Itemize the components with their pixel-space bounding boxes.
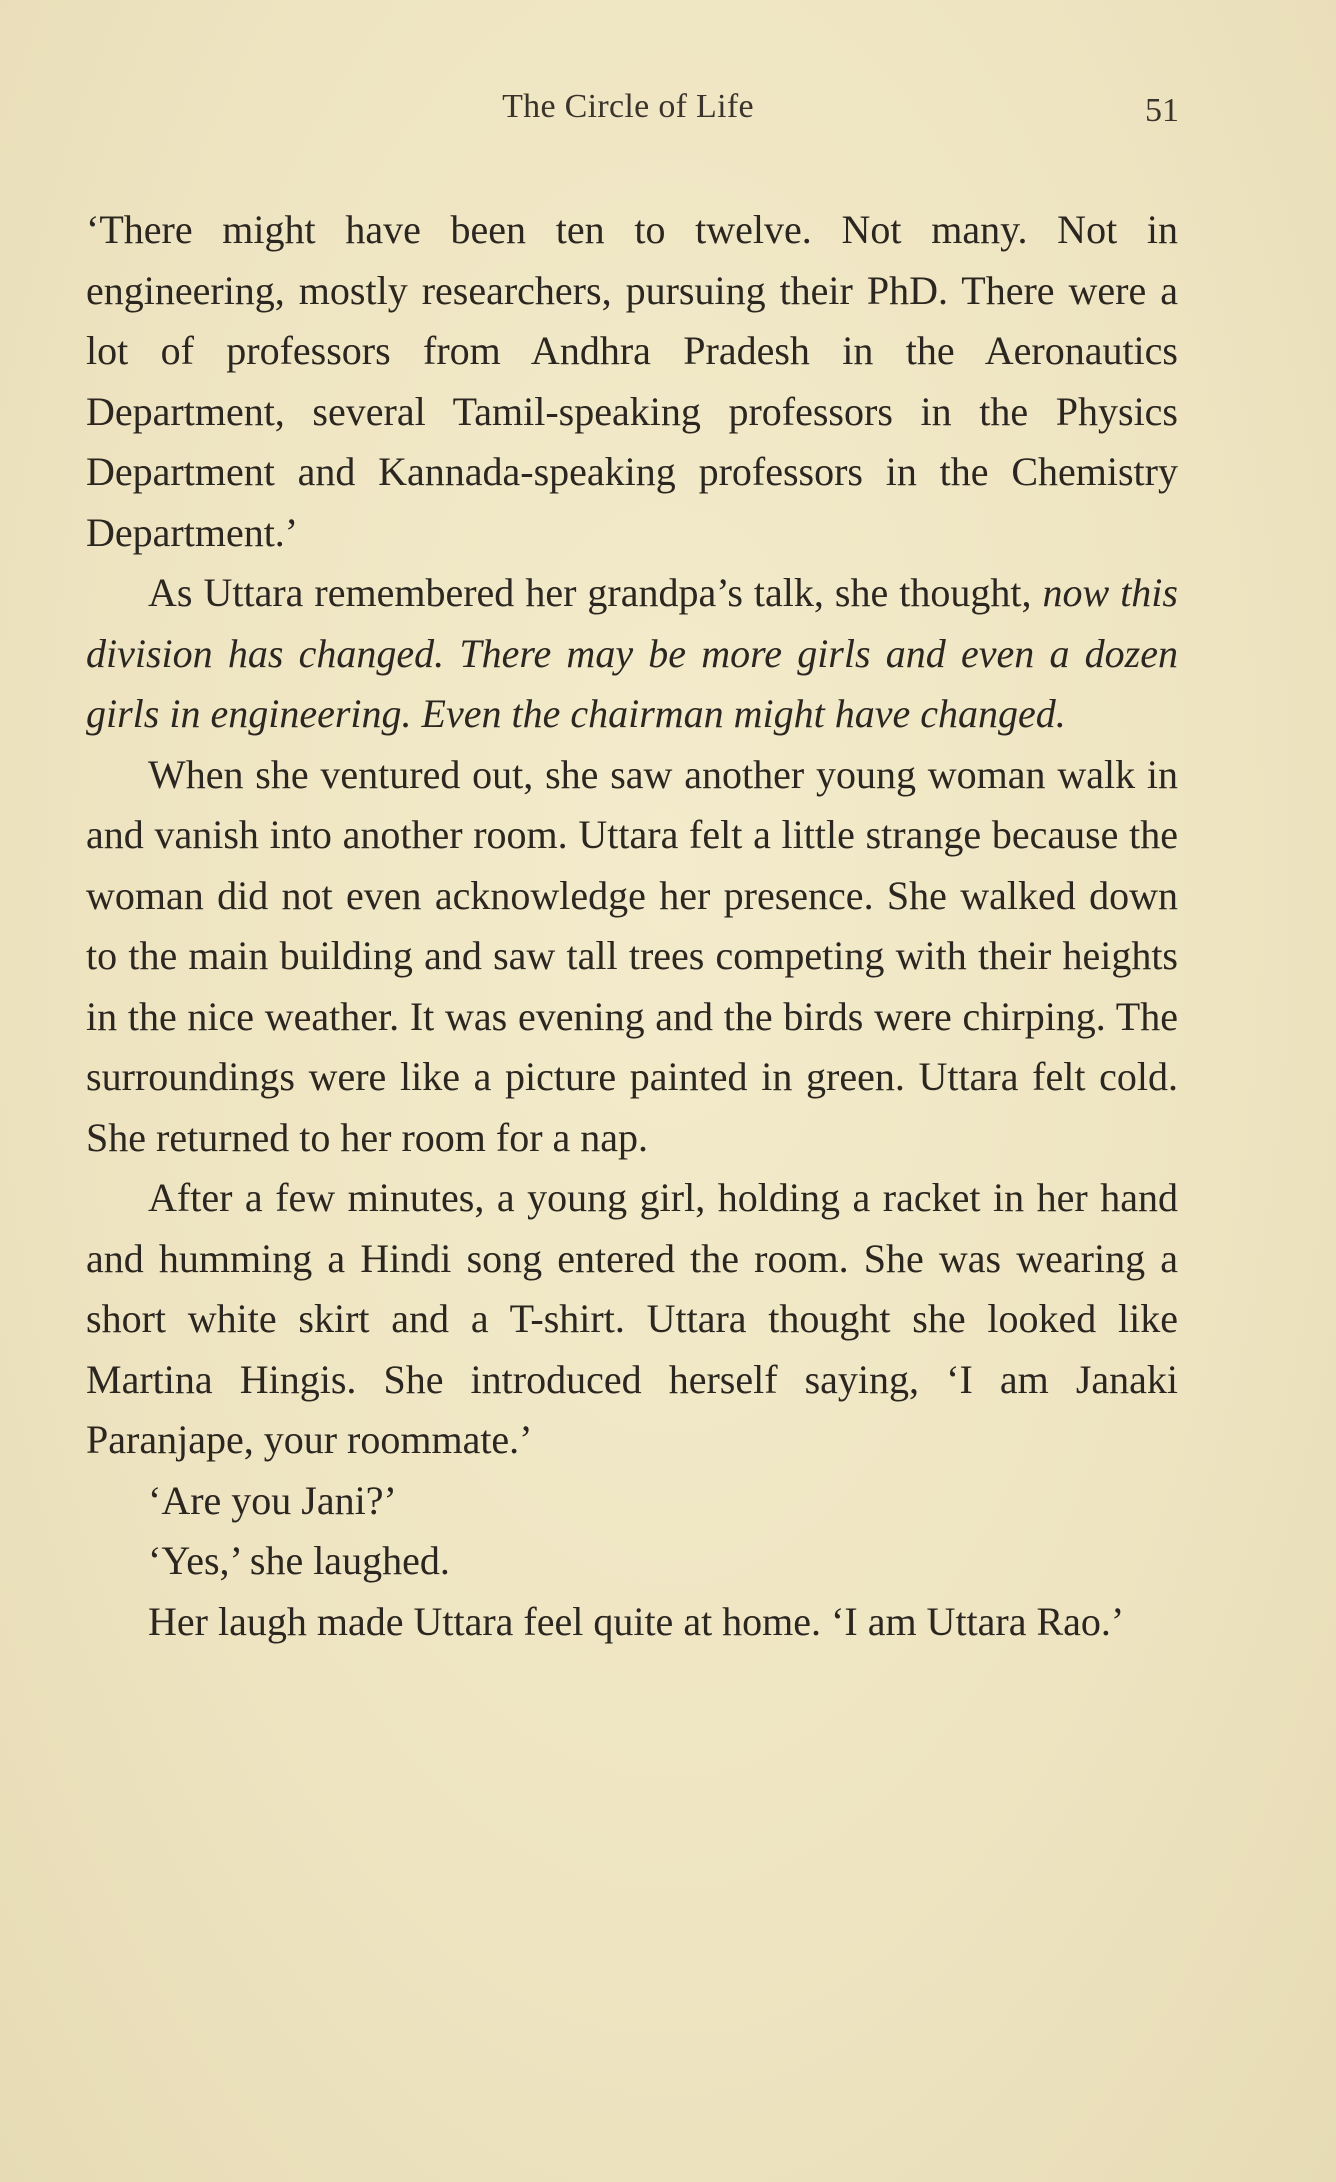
paragraph-4 <box>86 1168 1178 1471</box>
paragraph-1 <box>86 200 1178 563</box>
paragraph-2-italic-thought: now this division has changed. There may be more girls and even a dozen girls in engineering. Even the chairman might have changed. <box>86 570 1178 736</box>
paragraph-5 <box>86 1471 1178 1532</box>
paragraph-7 <box>86 1592 1178 1653</box>
paragraph-7-text: Her laugh made Uttara feel quite at home. ‘I am Uttara Rao.’ <box>148 1598 1125 1644</box>
paragraph-6-text: ‘Yes,’ she laughed. <box>148 1538 450 1583</box>
chapter-title: The Circle of Life <box>502 88 754 125</box>
paragraph-4-text: After a few minutes, a young girl, holding a racket in her hand and humming a Hindi song entered the room. She was wearing a short white skirt and a T-shirt. Uttara thought she looked like Martina Hingis. She introduced herself saying, ‘I am Janaki Paranjape, your roommate.’ <box>86 1175 1178 1462</box>
paragraph-5-text: ‘Are you Jani?’ <box>148 1477 397 1523</box>
paragraph-3-text: When she ventured out, she saw another young woman walk in and vanish into another room. Uttara felt a little strange because the woman did not even acknowledge her presence. She walked down to the main building and saw tall trees competing with their heights in the nice weather. It was evening and the birds were chirping. The surroundings were like a picture painted in green. Uttara felt cold. She returned to her room for a nap. <box>86 751 1178 1160</box>
body-text <box>86 200 1178 1652</box>
running-head <box>0 88 1336 138</box>
paragraph-3 <box>86 745 1178 1169</box>
page-number: 51 <box>1145 92 1179 129</box>
paragraph-2-text: As Uttara remembered her grandpa’s talk, she thought, <box>148 570 1043 615</box>
paragraph-1-text: ‘There might have been ten to twelve. Not many. Not in engineering, mostly researchers, pursuing their PhD. There were a lot of professors from Andhra Pradesh in the Aeronautics Department, several Tamil-speaking professors in the Physics Department and Kannada-speaking professors in the Chemistry Department.’ <box>86 207 1178 555</box>
paragraph-2 <box>86 563 1178 745</box>
paragraph-6 <box>86 1531 1178 1592</box>
